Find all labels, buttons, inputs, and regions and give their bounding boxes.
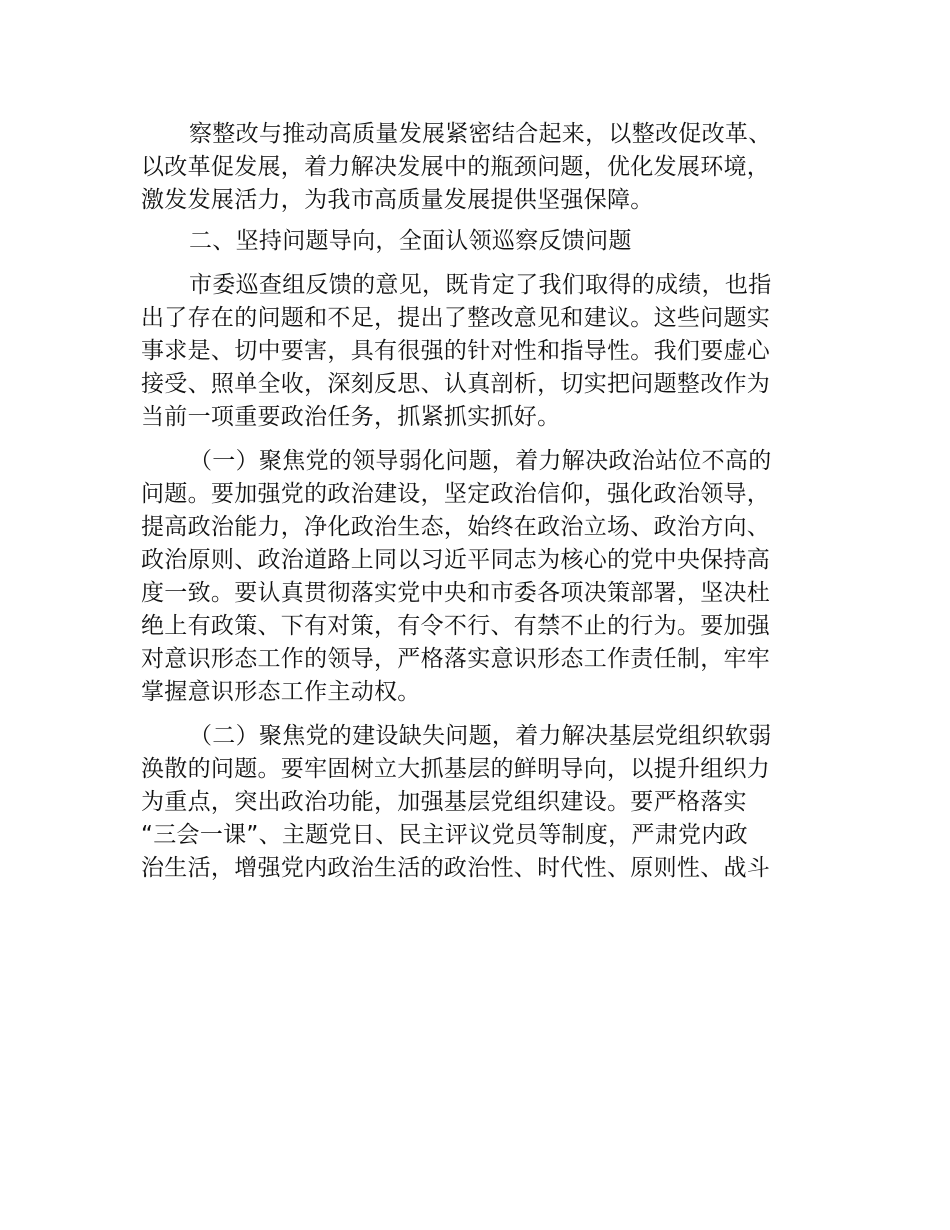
text-line: 政治原则、政治道路上同以习近平同志为核心的党中央保持高 bbox=[141, 547, 771, 573]
text-line: 提高政治能力，净化政治生态，始终在政治立场、政治方向、 bbox=[141, 514, 771, 540]
text-line: （一）聚焦党的领导弱化问题，着力解决政治站位不高的 bbox=[189, 448, 772, 474]
paragraph-3 bbox=[141, 269, 813, 434]
text-line: 涣散的问题。要牢固树立大抓基层的鲜明导向，以提升组织力 bbox=[141, 756, 771, 782]
text-line: 事求是、切中要害，具有很强的针对性和指导性。我们要虚心 bbox=[141, 338, 771, 364]
text-line: 以改革促发展，着力解决发展中的瓶颈问题，优化发展环境， bbox=[141, 154, 771, 180]
paragraph-4 bbox=[141, 445, 813, 709]
text-line: 为重点，突出政治功能，加强基层党组织建设。要严格落实 bbox=[141, 789, 747, 815]
paragraph-1 bbox=[141, 118, 813, 217]
text-line: 察整改与推动高质量发展紧密结合起来，以整改促改革、 bbox=[189, 121, 772, 147]
text-line: 掌握意识形态工作主动权。 bbox=[141, 679, 421, 705]
text-line: （二）聚焦党的建设缺失问题，着力解决基层党组织软弱 bbox=[189, 723, 772, 749]
document-body bbox=[141, 118, 813, 885]
text-line: 对意识形态工作的领导，严格落实意识形态工作责任制，牢牢 bbox=[141, 646, 771, 672]
text-line: 当前一项重要政治任务，抓紧抓实抓好。 bbox=[141, 404, 561, 430]
text-line: 绝上有政策、下有对策，有令不行、有禁不止的行为。要加强 bbox=[141, 613, 771, 639]
text-line: 激发发展活力，为我市高质量发展提供坚强保障。 bbox=[141, 187, 654, 213]
text-line: 治生活，增强党内政治生活的政治性、时代性、原则性、战斗 bbox=[141, 855, 771, 881]
text-line: 接受、照单全收，深刻反思、认真剖析，切实把问题整改作为 bbox=[141, 371, 771, 397]
text-line: “三会一课”、主题党日、民主评议党员等制度，严肃党内政 bbox=[141, 822, 748, 848]
text-line: 问题。要加强党的政治建设，坚定政治信仰，强化政治领导， bbox=[141, 481, 771, 507]
text-line: 度一致。要认真贯彻落实党中央和市委各项决策部署，坚决杜 bbox=[141, 580, 771, 606]
text-line: 市委巡查组反馈的意见，既肯定了我们取得的成绩，也指 bbox=[189, 272, 772, 298]
paragraph-5 bbox=[141, 720, 813, 885]
text-line: 出了存在的问题和不足，提出了整改意见和建议。这些问题实 bbox=[141, 305, 771, 331]
section-heading bbox=[141, 225, 813, 258]
heading-line: 二、坚持问题导向，全面认领巡察反馈问题 bbox=[189, 228, 632, 254]
